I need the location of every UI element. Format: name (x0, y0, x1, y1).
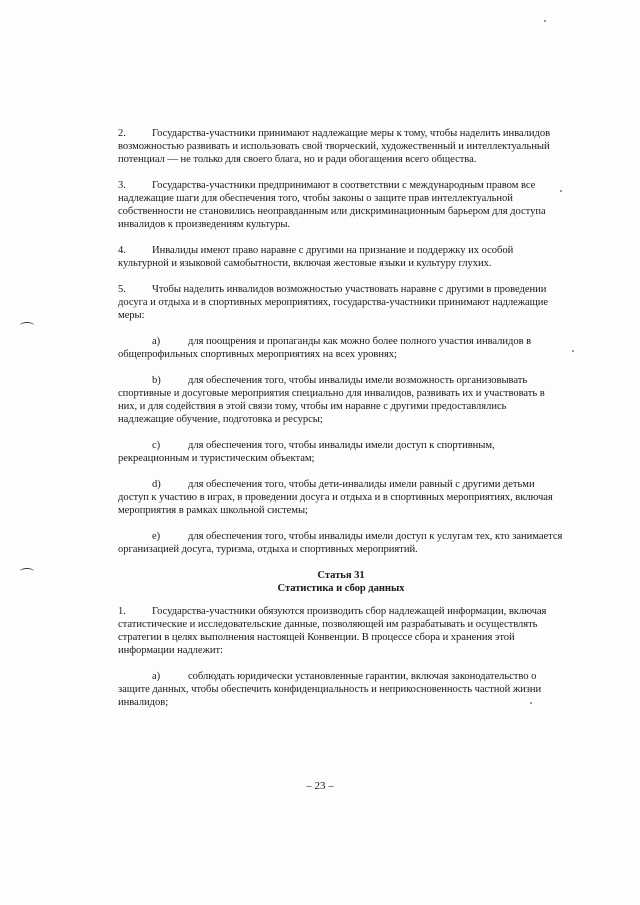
scan-speck (572, 350, 574, 352)
paragraph-number: 2. (118, 128, 126, 139)
subitem-text: для обеспечения того, чтобы инвалиды имели возможность организовывать спортивные и досуговые мероприятия специально для инвалидов, развивать их и участвовать в них, и для содействия в этой связи тому, чтобы им наравне с другими предоставлялись надлежащие обучение, подготовка и ресурсы; (118, 375, 545, 425)
paragraph-number: 1. (118, 606, 126, 617)
article-paragraph-1 (118, 605, 564, 657)
article-subtitle: Статистика и сбор данных (277, 583, 405, 594)
subitem-label: d) (152, 479, 161, 490)
subitem-label: a) (152, 336, 161, 347)
article-title: Статья 31 (317, 570, 365, 581)
subitem-text: для обеспечения того, чтобы инвалиды имели доступ к спортивным, рекреационным и туристическим объектам; (118, 440, 495, 464)
subitem-text: для обеспечения того, чтобы инвалиды имели доступ к услугам тех, кто занимается организацией досуга, туризма, отдыха и спортивных мероприятий. (118, 531, 563, 555)
article-heading (118, 569, 564, 595)
paragraph-4 (118, 244, 564, 270)
paragraph-5 (118, 283, 564, 322)
paragraph-number: 4. (118, 245, 126, 256)
subitem-c (118, 439, 564, 465)
subitem-d (118, 478, 564, 517)
paragraph-3 (118, 179, 564, 231)
page-number: – 23 – (306, 780, 334, 792)
paragraph-number: 5. (118, 284, 126, 295)
paragraph-2 (118, 127, 564, 166)
subitem-text: для обеспечения того, чтобы дети-инвалиды имели равный с другими детьми доступ к участию в играх, в проведении досуга и отдыха и в спортивных мероприятиях, включая мероприятия в рамках школьной системы; (118, 479, 553, 516)
subitem-e (118, 530, 564, 556)
subitem-label: e) (152, 531, 161, 542)
document-body (118, 127, 564, 722)
paragraph-text: Государства-участники принимают надлежащие меры к тому, чтобы наделить инвалидов возможностью развивать и использовать свой творческий, художественный и интеллектуальный потенциал — не только для своего блага, но и ради обогащения всего общества. (118, 128, 551, 165)
scan-speck (544, 20, 546, 22)
paragraph-text: Государства-участники предпринимают в соответствии с международным правом все надлежащие шаги для обеспечения того, чтобы законы о защите прав интеллектуальной собственности не становились неоправданным или дискриминационным барьером для доступа инвалидов к произведениям культуры. (118, 180, 546, 230)
article-subitem-a (118, 670, 564, 709)
subitem-label: a) (152, 671, 161, 682)
paragraph-text: Государства-участники обязуются производить сбор надлежащей информации, включая статистические и исследовательские данные, позволяющей им разрабатывать и осуществлять стратегии в целях выполнения настоящей Конвенции. В процессе сбора и хранения этой информации надлежит: (118, 606, 547, 656)
subitem-b (118, 374, 564, 426)
subitem-label: c) (152, 440, 161, 451)
subitem-text: для поощрения и пропаганды как можно более полного участия инвалидов в общепрофильных спортивных мероприятиях на всех уровнях; (118, 336, 532, 360)
subitem-text: соблюдать юридически установленные гарантии, включая законодательство о защите данных, чтобы обеспечить конфиденциальность и неприкосновенность частной жизни инвалидов; (118, 671, 542, 708)
scan-mark (20, 322, 34, 329)
subitem-label: b) (152, 375, 161, 386)
paragraph-text: Чтобы наделить инвалидов возможностью участвовать наравне с другими в проведении досуга и отдыха и в спортивных мероприятиях, государства-участники принимают надлежащие меры: (118, 284, 549, 321)
scan-mark (20, 568, 34, 575)
subitem-a (118, 335, 564, 361)
paragraph-text: Инвалиды имеют право наравне с другими на признание и поддержку их особой культурной и языковой самобытности, включая жестовые языки и культуру глухих. (118, 245, 514, 269)
paragraph-number: 3. (118, 180, 126, 191)
